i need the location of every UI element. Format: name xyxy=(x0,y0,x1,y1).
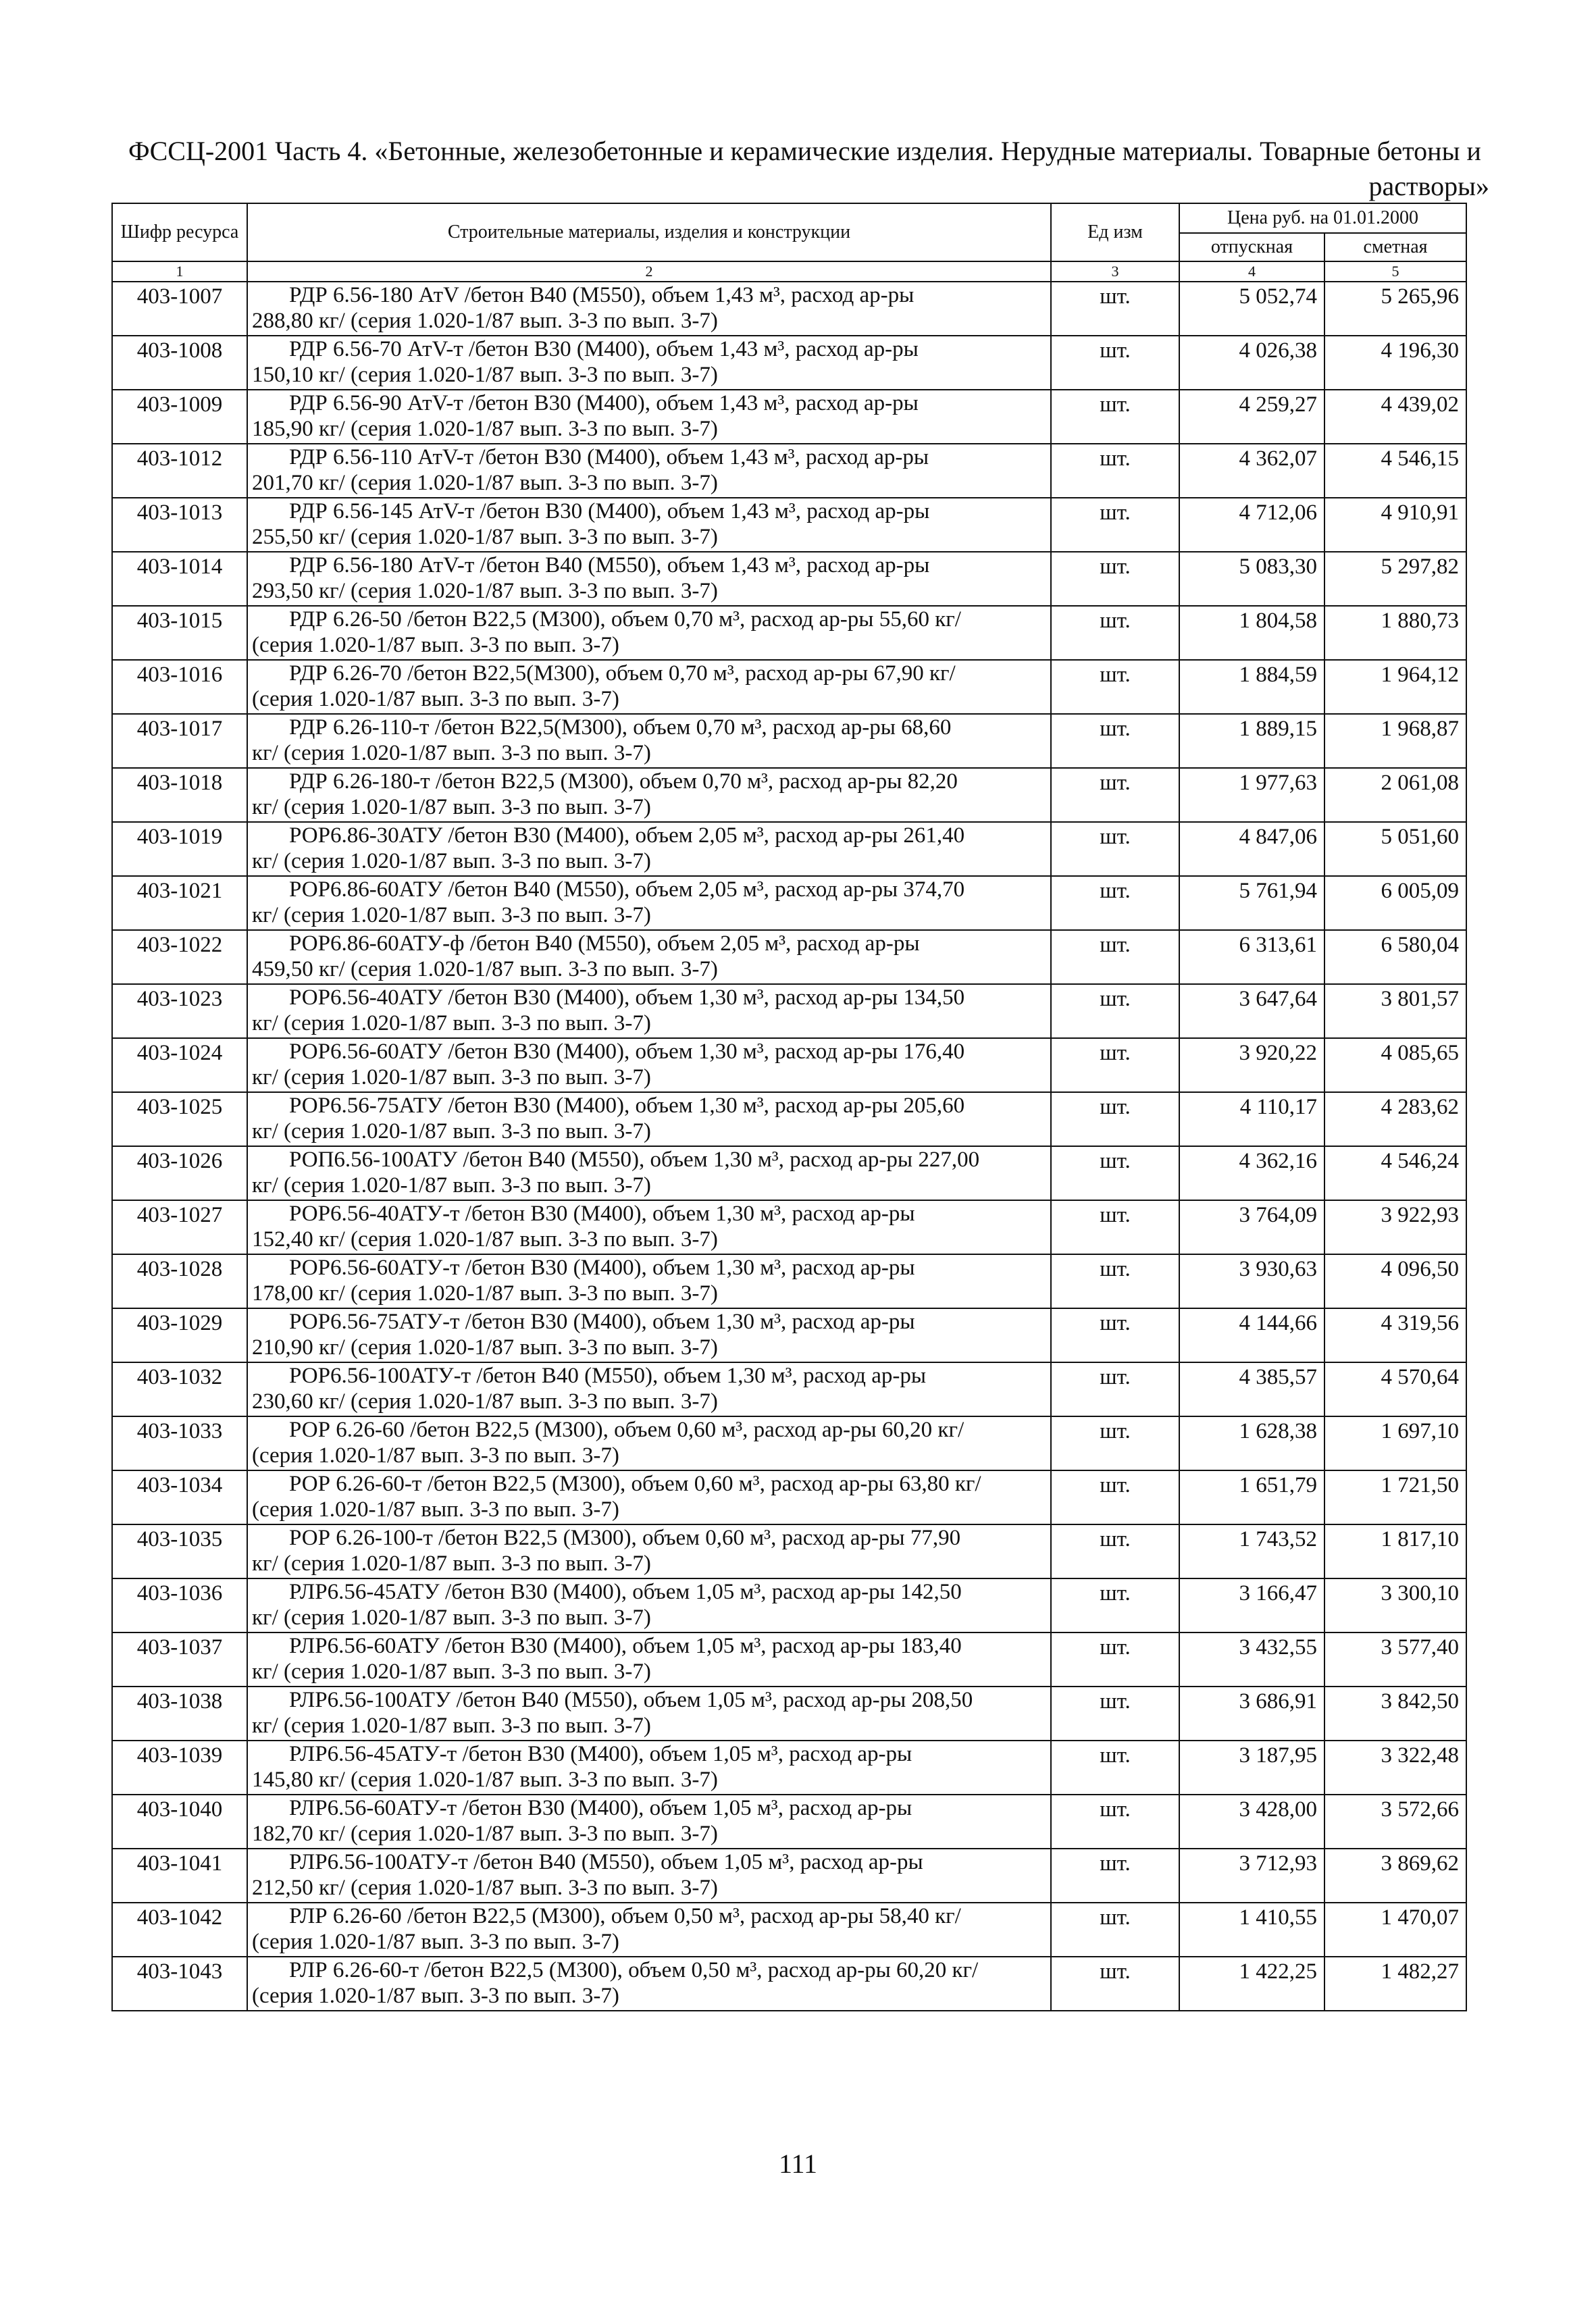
estimate-price: 4 319,56 xyxy=(1324,1308,1466,1362)
description-line-2: кг/ (серия 1.020-1/87 вып. 3-3 по вып. 3-7) xyxy=(252,1605,651,1630)
table-row xyxy=(112,1957,1466,2011)
unit-of-measure: шт. xyxy=(1051,1903,1179,1957)
unit-of-measure: шт. xyxy=(1051,984,1179,1038)
unit-of-measure: шт. xyxy=(1051,552,1179,606)
release-price: 4 712,06 xyxy=(1179,498,1324,552)
estimate-price: 1 721,50 xyxy=(1324,1470,1466,1524)
description-line-2: 288,80 кг/ (серия 1.020-1/87 вып. 3-3 по вып. 3-7) xyxy=(252,309,718,333)
table-row xyxy=(112,1362,1466,1416)
description-line-1: РДР 6.56-180 АтV-т /бетон В40 (М550), объем 1,43 м³, расход ар-ры xyxy=(289,553,930,577)
table-row xyxy=(112,1200,1466,1254)
release-price: 5 052,74 xyxy=(1179,282,1324,336)
resource-code: 403-1028 xyxy=(112,1254,247,1308)
description-line-2: 152,40 кг/ (серия 1.020-1/87 вып. 3-3 по вып. 3-7) xyxy=(252,1227,718,1252)
description-line-1: РДР 6.56-110 АтV-т /бетон В30 (М400), объем 1,43 м³, расход ар-ры xyxy=(289,445,929,469)
column-number: 5 xyxy=(1324,261,1466,282)
table-row xyxy=(112,1146,1466,1200)
description-line-1: РЛР6.56-60АТУ /бетон В30 (М400), объем 1,05 м³, расход ар-ры 183,40 xyxy=(289,1634,962,1658)
unit-of-measure: шт. xyxy=(1051,1200,1179,1254)
description-line-2: (серия 1.020-1/87 вып. 3-3 по вып. 3-7) xyxy=(252,1497,619,1522)
estimate-price: 5 051,60 xyxy=(1324,822,1466,876)
col-header-estimate-price: сметная xyxy=(1324,233,1466,261)
estimate-price: 3 922,93 xyxy=(1324,1200,1466,1254)
release-price: 4 362,16 xyxy=(1179,1146,1324,1200)
page-number: 111 xyxy=(778,2149,818,2179)
material-description xyxy=(247,1470,1051,1524)
description-line-1: РЛР6.56-100АТУ /бетон В40 (М550), объем 1,05 м³, расход ар-ры 208,50 xyxy=(289,1688,973,1712)
description-line-1: РОР6.56-75АТУ-т /бетон В30 (М400), объем 1,30 м³, расход ар-ры xyxy=(289,1310,915,1334)
description-line-2: 210,90 кг/ (серия 1.020-1/87 вып. 3-3 по вып. 3-7) xyxy=(252,1335,718,1360)
release-price: 1 651,79 xyxy=(1179,1470,1324,1524)
table-row xyxy=(112,282,1466,336)
material-description xyxy=(247,1849,1051,1903)
description-line-1: РОР6.56-60АТУ /бетон В30 (М400), объем 1,30 м³, расход ар-ры 176,40 xyxy=(289,1039,965,1064)
material-description xyxy=(247,1038,1051,1092)
table-row xyxy=(112,498,1466,552)
description-line-1: РЛР 6.26-60 /бетон В22,5 (М300), объем 0,50 м³, расход ар-ры 58,40 кг/ xyxy=(289,1904,961,1928)
release-price: 4 259,27 xyxy=(1179,390,1324,444)
description-line-2: кг/ (серия 1.020-1/87 вып. 3-3 по вып. 3-7) xyxy=(252,903,651,927)
unit-of-measure: шт. xyxy=(1051,282,1179,336)
table-row xyxy=(112,1038,1466,1092)
unit-of-measure: шт. xyxy=(1051,444,1179,498)
estimate-price: 6 580,04 xyxy=(1324,930,1466,984)
description-line-1: РОР 6.26-100-т /бетон В22,5 (М300), объем 0,60 м³, расход ар-ры 77,90 xyxy=(289,1526,961,1550)
description-line-2: 182,70 кг/ (серия 1.020-1/87 вып. 3-3 по вып. 3-7) xyxy=(252,1822,718,1846)
description-line-2: 459,50 кг/ (серия 1.020-1/87 вып. 3-3 по вып. 3-7) xyxy=(252,957,718,981)
description-line-2: (серия 1.020-1/87 вып. 3-3 по вып. 3-7) xyxy=(252,1443,619,1468)
material-description xyxy=(247,984,1051,1038)
material-description xyxy=(247,1578,1051,1632)
release-price: 5 761,94 xyxy=(1179,876,1324,930)
resource-code: 403-1016 xyxy=(112,660,247,714)
release-price: 3 187,95 xyxy=(1179,1741,1324,1795)
estimate-price: 4 546,24 xyxy=(1324,1146,1466,1200)
page-header xyxy=(128,134,1489,204)
release-price: 3 428,00 xyxy=(1179,1795,1324,1849)
resource-code: 403-1033 xyxy=(112,1416,247,1470)
resource-code: 403-1034 xyxy=(112,1470,247,1524)
table-row xyxy=(112,1849,1466,1903)
description-line-1: РОР6.56-40АТУ /бетон В30 (М400), объем 1,30 м³, расход ар-ры 134,50 xyxy=(289,985,965,1010)
description-line-1: РОР 6.26-60-т /бетон В22,5 (М300), объем 0,60 м³, расход ар-ры 63,80 кг/ xyxy=(289,1472,981,1496)
material-description xyxy=(247,660,1051,714)
unit-of-measure: шт. xyxy=(1051,1632,1179,1687)
col-header-code: Шифр ресурса xyxy=(112,203,247,261)
resource-code: 403-1032 xyxy=(112,1362,247,1416)
estimate-price: 1 817,10 xyxy=(1324,1524,1466,1578)
unit-of-measure: шт. xyxy=(1051,1254,1179,1308)
table-row xyxy=(112,1903,1466,1957)
table-row xyxy=(112,1632,1466,1687)
resource-code: 403-1040 xyxy=(112,1795,247,1849)
description-line-2: кг/ (серия 1.020-1/87 вып. 3-3 по вып. 3-7) xyxy=(252,1119,651,1143)
table-row xyxy=(112,876,1466,930)
unit-of-measure: шт. xyxy=(1051,498,1179,552)
description-line-1: РОР6.56-100АТУ-т /бетон В40 (М550), объем 1,30 м³, расход ар-ры xyxy=(289,1364,927,1388)
unit-of-measure: шт. xyxy=(1051,1092,1179,1146)
table-row xyxy=(112,1524,1466,1578)
table-row xyxy=(112,606,1466,660)
estimate-price: 3 577,40 xyxy=(1324,1632,1466,1687)
description-line-1: РЛР6.56-100АТУ-т /бетон В40 (М550), объем 1,05 м³, расход ар-ры xyxy=(289,1850,923,1874)
unit-of-measure: шт. xyxy=(1051,768,1179,822)
description-line-1: РОР6.56-60АТУ-т /бетон В30 (М400), объем 1,30 м³, расход ар-ры xyxy=(289,1256,915,1280)
description-line-2: 150,10 кг/ (серия 1.020-1/87 вып. 3-3 по вып. 3-7) xyxy=(252,363,718,387)
material-description xyxy=(247,1957,1051,2011)
resource-code: 403-1027 xyxy=(112,1200,247,1254)
description-line-1: РОП6.56-100АТУ /бетон В40 (М550), объем 1,30 м³, расход ар-ры 227,00 xyxy=(289,1148,980,1172)
release-price: 3 930,63 xyxy=(1179,1254,1324,1308)
description-line-1: РДР 6.56-180 АтV /бетон В40 (М550), объем 1,43 м³, расход ар-ры xyxy=(289,283,915,307)
resource-code: 403-1036 xyxy=(112,1578,247,1632)
resource-code: 403-1035 xyxy=(112,1524,247,1578)
col-header-unit: Ед изм xyxy=(1051,203,1179,261)
material-description xyxy=(247,1362,1051,1416)
table-row xyxy=(112,1741,1466,1795)
description-line-2: (серия 1.020-1/87 вып. 3-3 по вып. 3-7) xyxy=(252,687,619,711)
description-line-2: 230,60 кг/ (серия 1.020-1/87 вып. 3-3 по вып. 3-7) xyxy=(252,1389,718,1414)
estimate-price: 3 572,66 xyxy=(1324,1795,1466,1849)
material-description xyxy=(247,498,1051,552)
estimate-price: 4 196,30 xyxy=(1324,336,1466,390)
description-line-1: РЛР6.56-60АТУ-т /бетон В30 (М400), объем 1,05 м³, расход ар-ры xyxy=(289,1796,912,1820)
estimate-price: 1 470,07 xyxy=(1324,1903,1466,1957)
release-price: 1 422,25 xyxy=(1179,1957,1324,2011)
estimate-price: 6 005,09 xyxy=(1324,876,1466,930)
resource-code: 403-1039 xyxy=(112,1741,247,1795)
release-price: 1 889,15 xyxy=(1179,714,1324,768)
column-number: 2 xyxy=(247,261,1051,282)
description-line-2: кг/ (серия 1.020-1/87 вып. 3-3 по вып. 3-7) xyxy=(252,1660,651,1684)
unit-of-measure: шт. xyxy=(1051,822,1179,876)
description-line-1: РДР 6.26-180-т /бетон В22,5 (М300), объем 0,70 м³, расход ар-ры 82,20 xyxy=(289,769,958,794)
resource-code: 403-1029 xyxy=(112,1308,247,1362)
release-price: 4 144,66 xyxy=(1179,1308,1324,1362)
estimate-price: 1 482,27 xyxy=(1324,1957,1466,2011)
material-description xyxy=(247,552,1051,606)
description-line-2: (серия 1.020-1/87 вып. 3-3 по вып. 3-7) xyxy=(252,633,619,657)
table-row xyxy=(112,1254,1466,1308)
description-line-2: 293,50 кг/ (серия 1.020-1/87 вып. 3-3 по вып. 3-7) xyxy=(252,579,718,603)
unit-of-measure: шт. xyxy=(1051,1524,1179,1578)
unit-of-measure: шт. xyxy=(1051,876,1179,930)
material-description xyxy=(247,1416,1051,1470)
resource-code: 403-1041 xyxy=(112,1849,247,1903)
release-price: 1 804,58 xyxy=(1179,606,1324,660)
material-description xyxy=(247,768,1051,822)
description-line-1: РЛР6.56-45АТУ /бетон В30 (М400), объем 1,05 м³, расход ар-ры 142,50 xyxy=(289,1580,962,1604)
table-row xyxy=(112,1092,1466,1146)
release-price: 4 847,06 xyxy=(1179,822,1324,876)
col-header-price-group: Цена руб. на 01.01.2000 xyxy=(1179,203,1466,233)
description-line-1: РОР6.86-60АТУ /бетон В40 (М550), объем 2,05 м³, расход ар-ры 374,70 xyxy=(289,877,965,902)
table-row xyxy=(112,930,1466,984)
description-line-2: кг/ (серия 1.020-1/87 вып. 3-3 по вып. 3-7) xyxy=(252,1551,651,1576)
description-line-2: 201,70 кг/ (серия 1.020-1/87 вып. 3-3 по вып. 3-7) xyxy=(252,471,718,495)
col-header-release-price: отпускная xyxy=(1179,233,1324,261)
column-number: 3 xyxy=(1051,261,1179,282)
resource-code: 403-1014 xyxy=(112,552,247,606)
material-description xyxy=(247,822,1051,876)
estimate-price: 3 300,10 xyxy=(1324,1578,1466,1632)
unit-of-measure: шт. xyxy=(1051,1957,1179,2011)
table-row xyxy=(112,1416,1466,1470)
resource-code: 403-1024 xyxy=(112,1038,247,1092)
material-description xyxy=(247,390,1051,444)
estimate-price: 1 880,73 xyxy=(1324,606,1466,660)
estimate-price: 1 697,10 xyxy=(1324,1416,1466,1470)
material-description xyxy=(247,282,1051,336)
estimate-price: 3 322,48 xyxy=(1324,1741,1466,1795)
unit-of-measure: шт. xyxy=(1051,390,1179,444)
description-line-1: РЛР 6.26-60-т /бетон В22,5 (М300), объем 0,50 м³, расход ар-ры 60,20 кг/ xyxy=(289,1958,979,1982)
resource-code: 403-1025 xyxy=(112,1092,247,1146)
estimate-price: 4 910,91 xyxy=(1324,498,1466,552)
resource-code: 403-1012 xyxy=(112,444,247,498)
material-description xyxy=(247,1146,1051,1200)
estimate-price: 4 439,02 xyxy=(1324,390,1466,444)
release-price: 3 647,64 xyxy=(1179,984,1324,1038)
material-description xyxy=(247,930,1051,984)
column-number: 1 xyxy=(112,261,247,282)
table-row xyxy=(112,390,1466,444)
material-description xyxy=(247,1903,1051,1957)
table-row xyxy=(112,552,1466,606)
description-line-1: РДР 6.26-70 /бетон В22,5(М300), объем 0,70 м³, расход ар-ры 67,90 кг/ xyxy=(289,661,956,686)
header-line-1: ФССЦ-2001 Часть 4. «Бетонные, железобетонные и керамические изделия. Нерудные материалы. Товарные бетоны и xyxy=(128,136,1481,166)
table-row xyxy=(112,984,1466,1038)
release-price: 4 110,17 xyxy=(1179,1092,1324,1146)
release-price: 3 432,55 xyxy=(1179,1632,1324,1687)
release-price: 3 920,22 xyxy=(1179,1038,1324,1092)
description-line-1: РОР 6.26-60 /бетон В22,5 (М300), объем 0,60 м³, расход ар-ры 60,20 кг/ xyxy=(289,1418,964,1442)
description-line-2: кг/ (серия 1.020-1/87 вып. 3-3 по вып. 3-7) xyxy=(252,741,651,765)
material-description xyxy=(247,1200,1051,1254)
table-body xyxy=(112,282,1466,2011)
description-line-1: РДР 6.26-110-т /бетон В22,5(М300), объем 0,70 м³, расход ар-ры 68,60 xyxy=(289,715,952,740)
estimate-price: 3 842,50 xyxy=(1324,1687,1466,1741)
description-line-2: 255,50 кг/ (серия 1.020-1/87 вып. 3-3 по вып. 3-7) xyxy=(252,525,718,549)
estimate-price: 4 546,15 xyxy=(1324,444,1466,498)
unit-of-measure: шт. xyxy=(1051,714,1179,768)
description-line-1: РДР 6.56-70 АтV-т /бетон В30 (М400), объем 1,43 м³, расход ар-ры xyxy=(289,337,919,361)
release-price: 4 026,38 xyxy=(1179,336,1324,390)
material-description xyxy=(247,876,1051,930)
resource-code: 403-1015 xyxy=(112,606,247,660)
unit-of-measure: шт. xyxy=(1051,1687,1179,1741)
unit-of-measure: шт. xyxy=(1051,336,1179,390)
description-line-2: (серия 1.020-1/87 вып. 3-3 по вып. 3-7) xyxy=(252,1930,619,1954)
table-row xyxy=(112,1308,1466,1362)
description-line-1: РОР6.56-40АТУ-т /бетон В30 (М400), объем 1,30 м³, расход ар-ры xyxy=(289,1202,915,1226)
unit-of-measure: шт. xyxy=(1051,1578,1179,1632)
release-price: 1 977,63 xyxy=(1179,768,1324,822)
unit-of-measure: шт. xyxy=(1051,1795,1179,1849)
unit-of-measure: шт. xyxy=(1051,660,1179,714)
table-row xyxy=(112,1795,1466,1849)
estimate-price: 4 283,62 xyxy=(1324,1092,1466,1146)
unit-of-measure: шт. xyxy=(1051,1146,1179,1200)
release-price: 3 764,09 xyxy=(1179,1200,1324,1254)
table-row xyxy=(112,336,1466,390)
resource-code: 403-1042 xyxy=(112,1903,247,1957)
unit-of-measure: шт. xyxy=(1051,1849,1179,1903)
resource-code: 403-1022 xyxy=(112,930,247,984)
release-price: 1 628,38 xyxy=(1179,1416,1324,1470)
column-number-row xyxy=(112,261,1466,282)
material-description xyxy=(247,1092,1051,1146)
release-price: 3 166,47 xyxy=(1179,1578,1324,1632)
release-price: 4 385,57 xyxy=(1179,1362,1324,1416)
description-line-2: кг/ (серия 1.020-1/87 вып. 3-3 по вып. 3-7) xyxy=(252,795,651,819)
release-price: 3 686,91 xyxy=(1179,1687,1324,1741)
table-row xyxy=(112,1578,1466,1632)
unit-of-measure: шт. xyxy=(1051,1362,1179,1416)
unit-of-measure: шт. xyxy=(1051,606,1179,660)
resource-code: 403-1026 xyxy=(112,1146,247,1200)
description-line-2: кг/ (серия 1.020-1/87 вып. 3-3 по вып. 3-7) xyxy=(252,1011,651,1035)
material-description xyxy=(247,1741,1051,1795)
unit-of-measure: шт. xyxy=(1051,1416,1179,1470)
material-description xyxy=(247,1795,1051,1849)
description-line-2: кг/ (серия 1.020-1/87 вып. 3-3 по вып. 3-7) xyxy=(252,1173,651,1198)
table-row xyxy=(112,660,1466,714)
resource-code: 403-1019 xyxy=(112,822,247,876)
table-row xyxy=(112,1470,1466,1524)
material-description xyxy=(247,336,1051,390)
price-table xyxy=(111,203,1467,2011)
table-row xyxy=(112,1687,1466,1741)
estimate-price: 5 297,82 xyxy=(1324,552,1466,606)
estimate-price: 5 265,96 xyxy=(1324,282,1466,336)
resource-code: 403-1043 xyxy=(112,1957,247,2011)
release-price: 1 743,52 xyxy=(1179,1524,1324,1578)
material-description xyxy=(247,1254,1051,1308)
estimate-price: 3 801,57 xyxy=(1324,984,1466,1038)
estimate-price: 4 085,65 xyxy=(1324,1038,1466,1092)
table-row xyxy=(112,444,1466,498)
release-price: 1 884,59 xyxy=(1179,660,1324,714)
table-row xyxy=(112,768,1466,822)
table-row xyxy=(112,822,1466,876)
description-line-2: 212,50 кг/ (серия 1.020-1/87 вып. 3-3 по вып. 3-7) xyxy=(252,1876,718,1900)
release-price: 4 362,07 xyxy=(1179,444,1324,498)
description-line-1: РДР 6.26-50 /бетон В22,5 (М300), объем 0,70 м³, расход ар-ры 55,60 кг/ xyxy=(289,607,961,632)
description-line-2: кг/ (серия 1.020-1/87 вып. 3-3 по вып. 3-7) xyxy=(252,1714,651,1738)
description-line-1: РОР6.86-60АТУ-ф /бетон В40 (М550), объем 2,05 м³, расход ар-ры xyxy=(289,931,920,956)
resource-code: 403-1007 xyxy=(112,282,247,336)
estimate-price: 2 061,08 xyxy=(1324,768,1466,822)
description-line-2: 145,80 кг/ (серия 1.020-1/87 вып. 3-3 по вып. 3-7) xyxy=(252,1768,718,1792)
description-line-2: 178,00 кг/ (серия 1.020-1/87 вып. 3-3 по вып. 3-7) xyxy=(252,1281,718,1306)
resource-code: 403-1013 xyxy=(112,498,247,552)
release-price: 5 083,30 xyxy=(1179,552,1324,606)
release-price: 6 313,61 xyxy=(1179,930,1324,984)
material-description xyxy=(247,1524,1051,1578)
unit-of-measure: шт. xyxy=(1051,930,1179,984)
estimate-price: 1 964,12 xyxy=(1324,660,1466,714)
estimate-price: 4 570,64 xyxy=(1324,1362,1466,1416)
material-description xyxy=(247,1632,1051,1687)
column-number: 4 xyxy=(1179,261,1324,282)
unit-of-measure: шт. xyxy=(1051,1741,1179,1795)
estimate-price: 3 869,62 xyxy=(1324,1849,1466,1903)
description-line-2: кг/ (серия 1.020-1/87 вып. 3-3 по вып. 3-7) xyxy=(252,1065,651,1089)
resource-code: 403-1037 xyxy=(112,1632,247,1687)
table-row xyxy=(112,714,1466,768)
description-line-1: РЛР6.56-45АТУ-т /бетон В30 (М400), объем 1,05 м³, расход ар-ры xyxy=(289,1742,912,1766)
estimate-price: 4 096,50 xyxy=(1324,1254,1466,1308)
description-line-1: РОР6.56-75АТУ /бетон В30 (М400), объем 1,30 м³, расход ар-ры 205,60 xyxy=(289,1094,965,1118)
header-line-2: растворы» xyxy=(1368,171,1489,201)
material-description xyxy=(247,606,1051,660)
description-line-2: кг/ (серия 1.020-1/87 вып. 3-3 по вып. 3-7) xyxy=(252,849,651,873)
description-line-2: 185,90 кг/ (серия 1.020-1/87 вып. 3-3 по вып. 3-7) xyxy=(252,417,718,441)
description-line-1: РДР 6.56-90 АтV-т /бетон В30 (М400), объем 1,43 м³, расход ар-ры xyxy=(289,391,919,415)
resource-code: 403-1008 xyxy=(112,336,247,390)
estimate-price: 1 968,87 xyxy=(1324,714,1466,768)
resource-code: 403-1018 xyxy=(112,768,247,822)
description-line-2: (серия 1.020-1/87 вып. 3-3 по вып. 3-7) xyxy=(252,1984,619,2008)
release-price: 3 712,93 xyxy=(1179,1849,1324,1903)
unit-of-measure: шт. xyxy=(1051,1470,1179,1524)
resource-code: 403-1017 xyxy=(112,714,247,768)
material-description xyxy=(247,1308,1051,1362)
unit-of-measure: шт. xyxy=(1051,1038,1179,1092)
material-description xyxy=(247,714,1051,768)
material-description xyxy=(247,1687,1051,1741)
resource-code: 403-1009 xyxy=(112,390,247,444)
col-header-description: Строительные материалы, изделия и конструкции xyxy=(247,203,1051,261)
unit-of-measure: шт. xyxy=(1051,1308,1179,1362)
description-line-1: РДР 6.56-145 АтV-т /бетон В30 (М400), объем 1,43 м³, расход ар-ры xyxy=(289,499,930,523)
description-line-1: РОР6.86-30АТУ /бетон В30 (М400), объем 2,05 м³, расход ар-ры 261,40 xyxy=(289,823,965,848)
resource-code: 403-1021 xyxy=(112,876,247,930)
release-price: 1 410,55 xyxy=(1179,1903,1324,1957)
resource-code: 403-1023 xyxy=(112,984,247,1038)
resource-code: 403-1038 xyxy=(112,1687,247,1741)
material-description xyxy=(247,444,1051,498)
